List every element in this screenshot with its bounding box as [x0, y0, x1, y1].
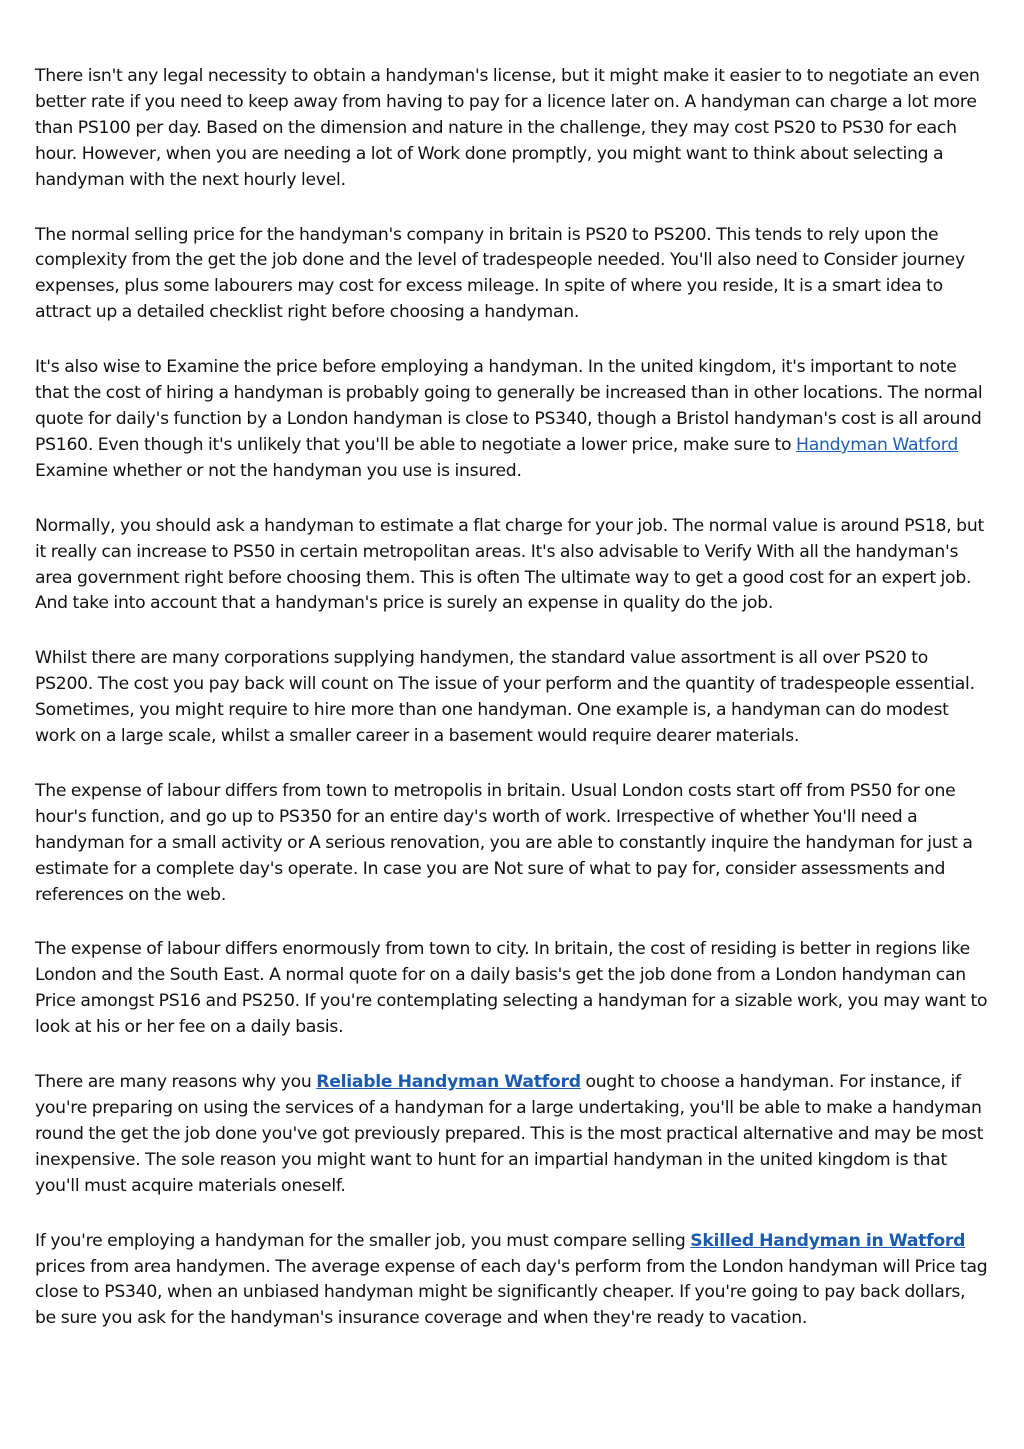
paragraph-text: Whilst there are many corporations supplying handymen, the standard value assortment is all over PS20 to PS200. The cost you pay back will count on The issue of your perform and the quantity of tradespeople essential. Sometimes, you might require to hire more than one handyman. One example is, a handyman can do modest work on a large scale, whilst a smaller career in a basement would require dearer materials.: [35, 648, 975, 747]
handyman-watford-link[interactable]: Handyman Watford: [796, 434, 958, 455]
paragraph-text-after-link: ought to choose a handyman. For instance, if you're preparing on using the services of a handyman for a large undertaking, you'll be able to make a handyman round the get the job done you've got previously prepared. This is the most practical alternative and may be most inexpensive. The sole reason you might want to hunt for an impartial handyman in the united kingdom is that you'll must acquire materials oneself.: [35, 1072, 984, 1196]
paragraph-text-before-link: If you're employing a handyman for the smaller job, you must compare selling: [35, 1230, 691, 1251]
paragraph-text-after-link: Examine whether or not the handyman you use is insured.: [35, 460, 522, 481]
paragraph-2: [35, 223, 990, 327]
paragraph-1: [35, 64, 990, 194]
paragraph-5: [35, 646, 990, 750]
paragraph-9: [35, 1229, 990, 1333]
paragraph-7: [35, 937, 990, 1041]
paragraph-text-before-link: It's also wise to Examine the price before employing a handyman. In the united kingdom, it's important to note that the cost of hiring a handyman is probably going to generally be increased than in other locations. The normal quote for daily's function by a London handyman is close to PS340, though a Bristol handyman's cost is all around PS160. Even though it's unlikely that you'll be able to negotiate a lower price, make sure to: [35, 357, 983, 455]
skilled-handyman-in-watford-link[interactable]: Skilled Handyman in Watford: [690, 1230, 966, 1251]
paragraph-4: [35, 514, 990, 618]
reliable-handyman-watford-link[interactable]: Reliable Handyman Watford: [316, 1072, 581, 1093]
paragraph-text: There isn't any legal necessity to obtain a handyman's license, but it might make it easier to to negotiate an even better rate if you need to keep away from having to pay for a licence later on. A handyman can charge a lot more than PS100 per day. Based on the dimension and nature in the challenge, they may cost PS20 to PS30 for each hour. However, when you are needing a lot of Work done promptly, you might want to think about selecting a handyman with the next hourly level.: [35, 66, 980, 190]
paragraph-text: The normal selling price for the handyman's company in britain is PS20 to PS200. This tends to rely upon the complexity from the get the job done and the level of tradespeople needed. You'll also need to Consider journey expenses, plus some labourers may cost for excess mileage. In spite of where you reside, It is a smart idea to attract up a detailed checklist right before choosing a handyman.: [35, 224, 965, 323]
paragraph-text: Normally, you should ask a handyman to estimate a flat charge for your job. The normal value is around PS18, but it really can increase to PS50 in certain metropolitan areas. It's also advisable to Verify With all the handyman's area government right before choosing them. This is often The ultimate way to get a good cost for an expert job. And take into account that a handyman's price is surely an expense in quality do the job.: [35, 515, 984, 614]
paragraph-8: [35, 1070, 990, 1200]
paragraph-text-after-link: prices from area handymen. The average expense of each day's perform from the London handyman will Price tag close to PS340, when an unbiased handyman might be significantly cheaper. If you're going to pay back dollars, be sure you ask for the handyman's insurance coverage and when they're ready to vacation.: [35, 1256, 988, 1329]
paragraph-6: [35, 779, 990, 909]
paragraph-3: [35, 355, 990, 485]
article-body: [35, 64, 990, 1361]
paragraph-text: The expense of labour differs from town to metropolis in britain. Usual London costs start off from PS50 for one hour's function, and go up to PS350 for an entire day's worth of work. Irrespective of whether You'll need a handyman for a small activity or A serious renovation, you are able to constantly inquire the handyman for just a estimate for a complete day's operate. In case you are Not sure of what to pay for, consider assessments and references on the web.: [35, 780, 973, 905]
paragraph-text: The expense of labour differs enormously from town to city. In britain, the cost of residing is better in regions like London and the South East. A normal quote for on a daily basis's get the job done from a London handyman can Price amongst PS16 and PS250. If you're contemplating selecting a handyman for a sizable work, you may want to look at his or her fee on a daily basis.: [35, 939, 988, 1038]
paragraph-text-before-link: There are many reasons why you: [35, 1072, 317, 1093]
